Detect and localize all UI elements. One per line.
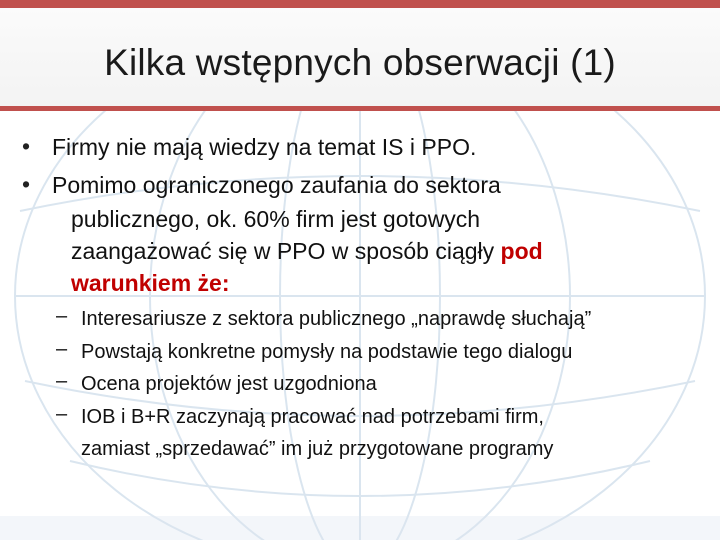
- emphasis-text: warunkiem że:: [71, 270, 230, 296]
- bullet-marker: •: [22, 133, 31, 159]
- sub-bullet-text: Interesariusze z sektora publicznego „naprawdę słuchają”: [81, 308, 592, 330]
- bullet-text-line: publicznego, ok. 60% firm jest gotowych: [71, 206, 481, 232]
- sub-bullet-text-line: IOB i B+R zaczynają pracować nad potrzebami firm,: [81, 406, 544, 428]
- bullet-marker: •: [22, 171, 31, 197]
- sub-bullet-marker: –: [56, 338, 68, 360]
- bullet-text-line: Pomimo ograniczonego zaufania do sektora: [52, 172, 501, 198]
- sub-bullet-text: Powstają konkretne pomysły na podstawie tego dialogu: [81, 341, 573, 363]
- slide-title: Kilka wstępnych obserwacji (1): [104, 42, 616, 83]
- emphasis-text: pod: [500, 238, 543, 264]
- sub-bullet-marker: –: [56, 305, 68, 327]
- bullet-text: Firmy nie mają wiedzy na temat IS i PPO.: [52, 134, 477, 160]
- sub-bullet-text-line: zamiast „sprzedawać” im już przygotowane programy: [81, 438, 554, 460]
- bullet-text-plain: zaangażować się w PPO w sposób ciągły: [71, 238, 501, 264]
- sub-bullet-text: Ocena projektów jest uzgodniona: [81, 373, 377, 395]
- sub-bullet-marker: –: [56, 403, 68, 425]
- bullet-text-line: [71, 236, 543, 266]
- sub-bullet-marker: –: [56, 370, 68, 392]
